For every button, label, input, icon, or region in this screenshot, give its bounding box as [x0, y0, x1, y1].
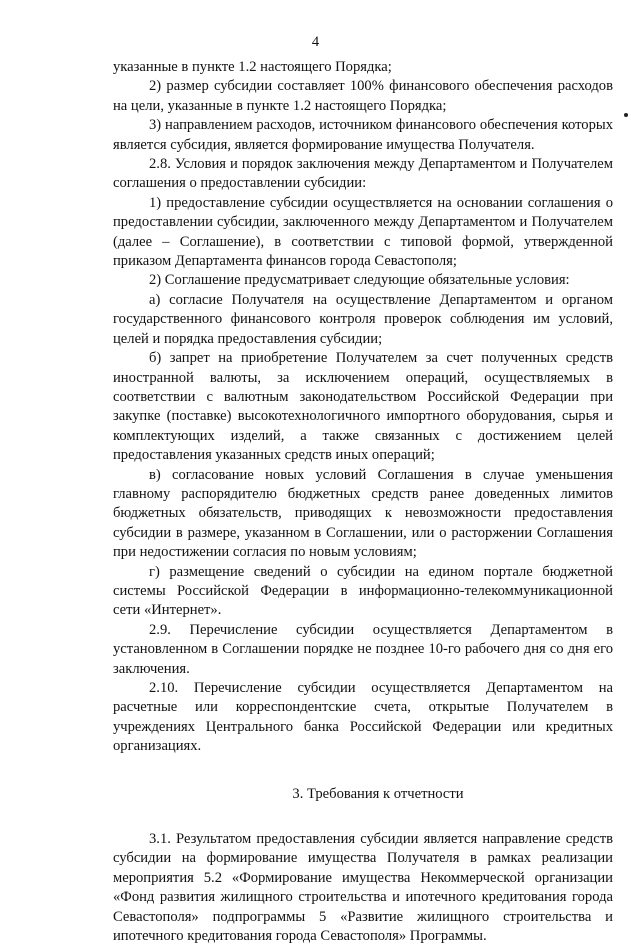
page-number: 4 [311, 34, 320, 50]
paragraph-condition-1: 1) предоставление субсидии осуществляется на основании соглашения о предоставлении субсидии, заключенного между Департаментом и Получателем (далее – Соглашение), в соответствии с типовой формой, утвержденной приказом Департамента финансов города Севастополя; [113, 194, 613, 270]
document-body [113, 58, 613, 946]
paragraph-3-1: 3.1. Результатом предоставления субсидии является направление средств субсидии на формирование имущества Получателя в рамках реализации мероприятия 5.2 «Формирование имущества Некоммерческой организации «Фонд развития жилищного строительства и ипотечного кредитования города Севастополя» подпрограммы 5 «Развитие жилищного строительства и ипотечного кредитования города Севастополя» Программы. [113, 831, 613, 945]
paragraph-item-3: 3) направлением расходов, источником финансового обеспечения которых является субсидия, является формирование имущества Получателя. [113, 117, 613, 153]
paragraph-condition-a: а) согласие Получателя на осуществление Департаментом и органом государственного финансового контроля проверок соблюдения им условий, целей и порядка предоставления субсидии; [113, 291, 613, 347]
paragraph-condition-b: б) запрет на приобретение Получателем за счет полученных средств иностранной валюты, за исключением операций, осуществляемых в соответствии с валютным законодательством Российской Федерации при закупке (поставке) высокотехнологичного импортного оборудования, сырья и комплектующих изделий, а также связанных с достижением целей предоставления указанных средств иных операций; [113, 350, 613, 464]
paragraph-condition-v: в) согласование новых условий Соглашения в случае уменьшения главному распорядителю бюджетных средств ранее доведенных лимитов бюджетных обязательств, приводящих к невозможности предоставления субсидии в размере, указанном в Соглашении, или о расторжении Соглашения при недостижении согласия по новым условиям; [113, 466, 613, 561]
paragraph-2-10: 2.10. Перечисление субсидии осуществляется Департаментом на расчетные или корреспондентские счета, открытые Получателем в учреждениях Центрального банка Российской Федерации или кредитных организациях. [113, 680, 613, 755]
section-heading: 3. Требования к отчетности [292, 785, 464, 802]
scan-mark [624, 113, 628, 117]
paragraph-item-2: 2) размер субсидии составляет 100% финансового обеспечения расходов на цели, указанные в пункте 1.2 настоящего Порядка; [113, 78, 613, 114]
paragraph-condition-g: г) размещение сведений о субсидии на едином портале бюджетной системы Российской Федерации в информационно-телекоммуникационной сети «Интернет». [113, 563, 613, 619]
paragraph-condition-2: 2) Соглашение предусматривает следующие обязательные условия: [149, 272, 570, 289]
paragraph-continuation: указанные в пункте 1.2 настоящего Порядка; [113, 59, 392, 75]
paragraph-2-8: 2.8. Условия и порядок заключения между Департаментом и Получателем соглашения о предоставлении субсидии: [113, 156, 613, 192]
paragraph-2-9: 2.9. Перечисление субсидии осуществляется Департаментом в установленном в Соглашении порядке не позднее 10-го рабочего дня со дня его заключения. [113, 621, 613, 677]
